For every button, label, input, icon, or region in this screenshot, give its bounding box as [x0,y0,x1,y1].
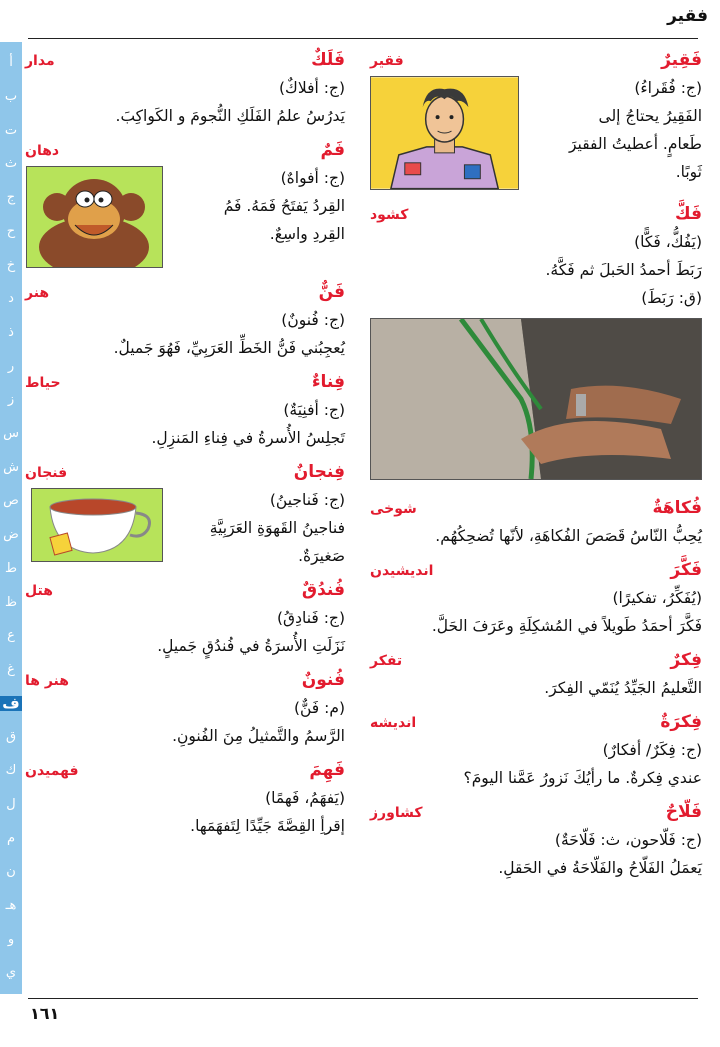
translation: فهميدن [25,763,79,779]
footer-rule [28,998,698,999]
entry-fina [25,372,345,452]
headword: فَقِيرٌ [661,50,702,70]
index-letter: ش [3,459,19,475]
example-line: إقرأِ القِصَّةَ جَيِّدًا لِتَفهَمَها. [190,817,345,835]
index-letter: ر [7,358,15,374]
example-line: يَدرُسُ علمُ الفَلَكِ النُّجومَ و الكَواكِبَ. [115,107,345,125]
translation: فقير [370,53,404,69]
index-letter: ق [5,729,17,745]
translation: هنر ها [25,673,69,689]
tea-cup-illustration [31,488,163,562]
index-letter: أ [9,55,13,71]
left-column [25,50,345,850]
example-line: الرَّسمُ والتَّمثيلُ مِنَ الفُنونِ. [172,727,345,745]
index-letter: ذ [8,324,14,340]
headword: فَكَّرَ [670,560,702,580]
plural-note: (ج: فَناجينُ) [269,491,345,509]
headword: فُكاهَةٌ [652,498,702,518]
index-letter: ظ [4,594,18,610]
translation: مدار [25,53,55,69]
headword: فُنونٌ [301,670,345,690]
example-line: يَعمَلُ الفَلّاحُ والفَلّاحَةُ في الحَقلِ. [498,859,702,877]
entry-faqir [370,50,702,194]
index-letter: س [3,426,19,442]
index-letter: ل [6,796,16,812]
conjugation-note: (يَفهَمُ، فَهمًا) [265,789,345,807]
page-header [0,0,720,40]
index-letter: ز [7,392,15,408]
entry-fahima [25,760,345,840]
index-letter: م [6,830,16,846]
alphabet-index-strip [0,42,22,994]
index-letter: د [8,291,14,307]
plural-note: (ج: فُقَراءُ) [634,79,702,97]
translation: انديشه [370,715,417,731]
example-line: طَعامٍ. أعطيتُ الفقيرَ [568,135,702,153]
example-line: التَّعليمُ الجَيِّدُ يُنَمّي الفِكرَ. [544,679,702,697]
example-line: القِردُ يَفتَحُ فَمَهُ. فَمُ [223,197,345,215]
plural-note: (ج: فَلّاحون، ث: فَلّاحَةٌ) [554,831,702,849]
example-line: فَكَّرَ أحمَدُ طَويلاً في المُشكِلَةِ وعَرَفَ الحَلَّ. [431,617,702,635]
example-line: القِردِ واسِعٌ. [269,225,345,243]
index-letter: ب [4,89,18,105]
poor-man-illustration [370,76,519,190]
entry-fallah [370,802,702,882]
index-letter-active: ف [0,696,22,711]
headword: فَكَّ [675,204,702,224]
entry-fakka [370,204,702,488]
index-letter: ط [4,560,18,576]
headword: فِكرَةٌ [660,712,702,732]
translation: حياط [25,375,61,391]
plural-note: (ج: أفواهٌ) [280,169,345,187]
plural-note: (ج: أفنِيَةٌ) [283,401,345,419]
example-line: الفَقِيرُ يحتاجُ إلى [598,107,702,125]
page-number: ١٦١ [30,1004,60,1023]
translation: فنجان [25,465,68,481]
translation: هتل [25,583,53,599]
translation: شوخى [370,501,417,517]
plural-note: (ج: أفلاكٌ) [279,79,345,97]
translation: تفكر [370,653,403,669]
index-letter: غ [7,662,15,677]
index-letter: خ [6,257,16,273]
index-letter: ك [5,763,17,779]
conjugation-note: (يُفَكِّرُ، تفكيرًا) [612,589,702,607]
example-line: فناجينُ القَهوَةِ العَرَبِيَّةِ [209,519,345,537]
translation: هنر [25,285,50,301]
entry-fikr [370,650,702,702]
headword: فَهِمَ [309,760,345,780]
index-letter: ص [3,493,19,509]
singular-note: (م: فَنٌّ) [293,699,345,717]
index-letter: ج [6,190,16,206]
entry-funduq [25,580,345,660]
example-line: رَبَطَ أحمدُ الحَبلَ ثم فَكَّهُ. [545,261,702,279]
translation: كشاورز [370,805,423,821]
example-line: عندي فِكرةٌ. ما رأيُكَ نَزورُ عَمَّنا اليومَ؟ [463,769,702,787]
headword: فَمٌ [320,140,345,160]
index-letter: و [7,931,15,947]
example-line: صَغيرَةٌ. [298,547,345,565]
headword: فَلّاحٌ [665,802,702,822]
example-line: نَزَلَتِ الأُسرَةُ في فُندُقٍ جَميلٍ. [157,637,345,655]
headword: فَلَكٌ [311,50,345,70]
entry-falak [25,50,345,130]
plural-note: (ج: فَنادِقُ) [277,609,345,627]
headword: فِناءٌ [311,372,345,392]
entry-fikra [370,712,702,792]
translation: انديشيدن [370,563,434,579]
untying-rope-photo [370,318,702,480]
example-line: تَجلِسُ الأُسرةُ في فِناءِ المَنزِلِ. [151,429,345,447]
plural-note: (ج: فِكَرٌ/ أفكارٌ) [602,741,702,759]
headword: فَنٌّ [318,282,345,302]
entry-funun [25,670,345,750]
antonym-note: (ق: رَبَطَ) [641,289,702,307]
index-letter: هـ [5,897,17,913]
monkey-illustration [26,166,163,268]
translation: دهان [25,143,60,159]
entry-finjan [25,462,345,570]
index-letter: ح [6,223,16,239]
example-line: ثَوبًا. [675,163,702,181]
index-letter: ث [4,156,18,172]
index-letter: ض [3,527,19,543]
headword: فِكرٌ [670,650,702,670]
index-letter: ع [7,628,15,644]
header-rule [28,38,698,39]
entry-fann [25,282,345,362]
translation: كشود [370,207,409,223]
running-head: فقير [667,6,708,26]
headword: فُندُقٌ [301,580,345,600]
example-line: يُعجِبُني فَنُّ الخَطِّ العَرَبِيِّ، فَهُوَ جَميلٌ. [113,339,345,357]
index-letter: ن [6,864,16,880]
index-letter: ت [4,122,18,138]
entry-fukaha [370,498,702,550]
conjugation-note: (يَفُكُّ، فَكًّا) [634,233,702,251]
headword: فِنجانٌ [293,462,345,482]
right-column [370,50,702,892]
index-letter: ي [5,965,17,981]
entry-fakkara [370,560,702,640]
example-line: يُحِبُّ النّاسُ قَصَصَ الفُكاهَةِ، لأنّها تُضحِكُهُم. [435,527,702,545]
plural-note: (ج: فُنونٌ) [281,311,345,329]
entry-fam [25,140,345,272]
